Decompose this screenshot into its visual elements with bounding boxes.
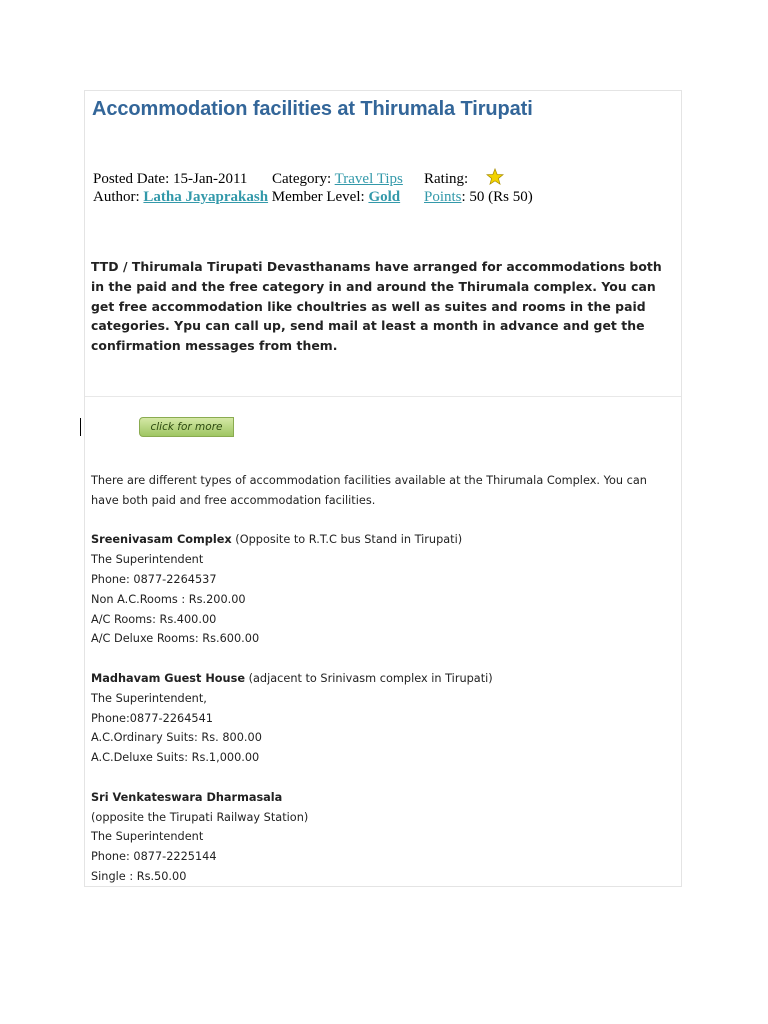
facility-note: (Opposite to R.T.C bus Stand in Tirupati)	[231, 533, 463, 547]
article-intro: TTD / Thirumala Tirupati Devasthanams have arranged for accommodations both in the paid and the free category in and around the Thirumala complex. You can get free accommodation like choultries as well as suites and rooms in the paid categories. Ypu can call up, send mail at least a month in advance and get the confirmation messages from them.	[91, 259, 662, 354]
facility-line: The Superintendent,	[91, 691, 207, 705]
article-meta-row-1	[93, 168, 504, 188]
text-cursor	[80, 418, 81, 436]
body-intro: There are different types of accommodation facilities available at the Thirumala Complex. You can have both paid and free accommodation facilities.	[91, 474, 647, 507]
facility-heading	[91, 530, 677, 550]
author-link[interactable]: Latha Jayaprakash	[143, 189, 269, 205]
facility-line: A.C.Ordinary Suits: Rs. 800.00	[91, 731, 262, 745]
article-body	[91, 471, 677, 887]
facility-dharmasala	[91, 788, 677, 887]
facility-note: (adjacent to Srinivasm complex in Tirupati)	[245, 671, 493, 685]
facility-name: Sreenivasam Complex	[91, 533, 232, 547]
facility-name: Sri Venkateswara Dharmasala	[91, 790, 283, 804]
points-value: : 50 (Rs 50)	[461, 189, 533, 205]
facility-name: Madhavam Guest House	[91, 671, 245, 685]
facility-sreenivasam	[91, 530, 677, 649]
author-label: Author:	[93, 189, 140, 205]
article-title: Accommodation facilities at Thirumala Tirupati	[92, 98, 533, 120]
category	[272, 171, 424, 188]
facility-line: A/C Rooms: Rs.400.00	[91, 612, 217, 626]
star-icon	[486, 168, 504, 186]
points	[424, 189, 533, 206]
rating-label: Rating:	[424, 171, 469, 187]
points-link[interactable]: Points	[424, 189, 462, 205]
section-divider	[85, 396, 681, 397]
member-level-label: Member Level:	[271, 189, 365, 205]
facility-line: The Superintendent	[91, 830, 204, 844]
facility-line: A/C Deluxe Rooms: Rs.600.00	[91, 632, 260, 646]
facility-heading	[91, 788, 677, 808]
rating	[424, 168, 504, 188]
category-label: Category:	[272, 171, 332, 187]
facility-line: Phone:0877-2264541	[91, 711, 213, 725]
facility-line: (opposite the Tirupati Railway Station)	[91, 810, 309, 824]
facility-line: Single : Rs.50.00	[91, 869, 187, 883]
facility-line: Phone: 0877-2225144	[91, 850, 217, 864]
facility-line: Non A.C.Rooms : Rs.200.00	[91, 592, 246, 606]
facility-heading	[91, 669, 677, 689]
posted-date-label: Posted Date:	[93, 171, 170, 187]
facility-line: Phone: 0877-2264537	[91, 572, 217, 586]
category-link[interactable]: Travel Tips	[334, 171, 403, 187]
facility-madhavam	[91, 669, 677, 768]
posted-date-value: 15-Jan-2011	[173, 171, 248, 187]
document-page	[84, 90, 682, 887]
posted-date	[93, 171, 272, 188]
author	[93, 189, 268, 206]
click-for-more-button[interactable]: click for more	[139, 417, 234, 437]
facility-line: The Superintendent	[91, 553, 204, 567]
member-level-link[interactable]: Gold	[368, 189, 401, 205]
facility-line: A.C.Deluxe Suits: Rs.1,000.00	[91, 751, 260, 765]
